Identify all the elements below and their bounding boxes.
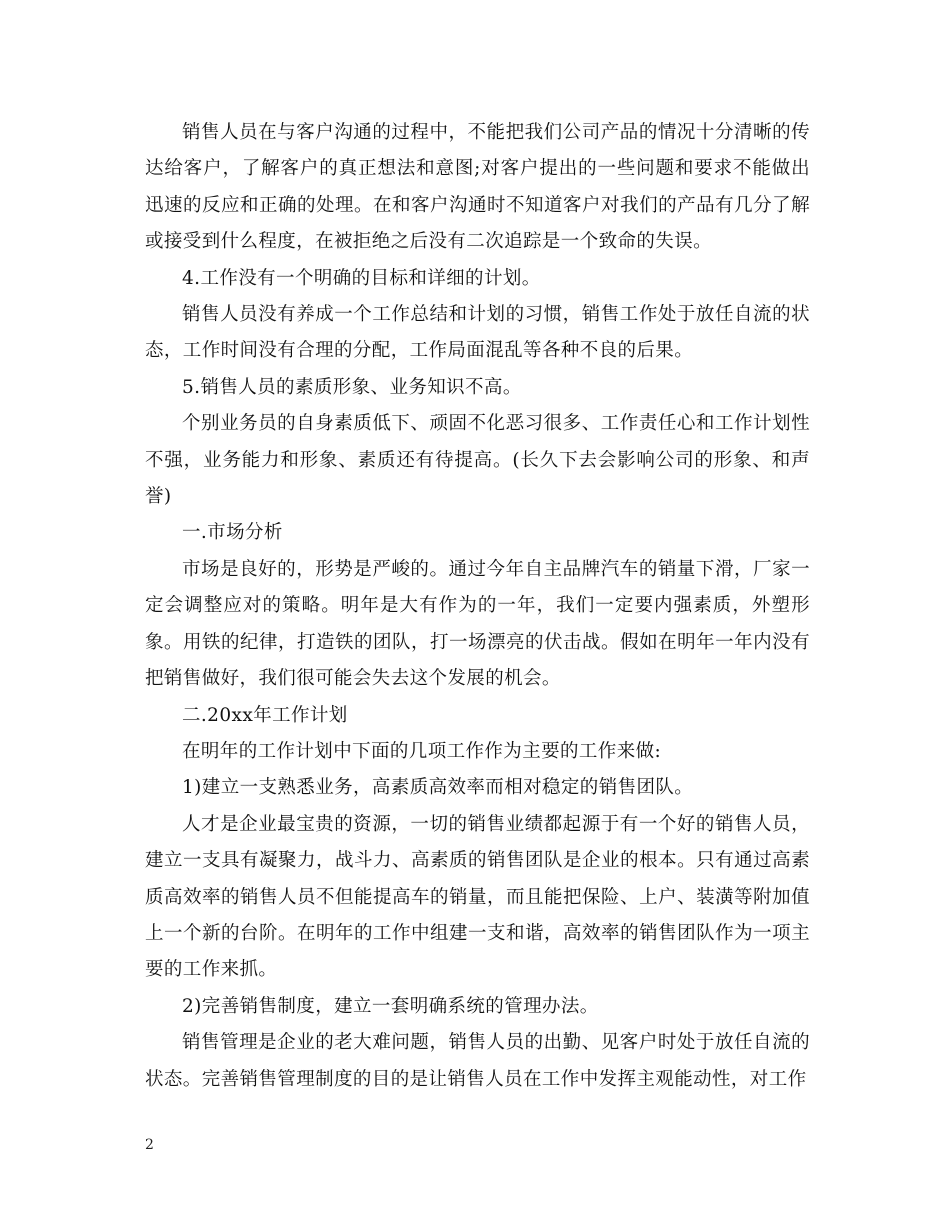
paragraph-no-planning: 销售人员没有养成一个工作总结和计划的习惯，销售工作处于放任自流的状态，工作时间没有合理的分配，工作局面混乱等各种不良的后果。 [145,304,810,362]
section-heading-work-plan: 二.20xx年工作计划 [182,704,348,726]
paragraph-sales-management: 销售管理是企业的老大难问题，销售人员的出勤、见客户时处于放任自流的状态。完善销售管理制度的目的是让销售人员在工作中发挥主观能动性，对工作 [145,1032,810,1090]
body-text [145,115,810,1098]
section-heading-market-analysis: 一.市场分析 [182,522,283,544]
paragraph-communication-issues: 销售人员在与客户沟通的过程中，不能把我们公司产品的情况十分清晰的传达给客户，了解客户的真正想法和意图;对客户提出的一些问题和要求不能做出迅速的反应和正确的处理。在和客户沟通时不知道客户对我们的产品有几分了解或接受到什么程度，在被拒绝之后没有二次追踪是一个致命的失误。 [145,122,810,253]
heading-item-4: 4.工作没有一个明确的目标和详细的计划。 [182,267,541,289]
paragraph-staff-quality: 个别业务员的自身素质低下、顽固不化恶习很多、工作责任心和工作计划性不强，业务能力和形象、素质还有待提高。(长久下去会影响公司的形象、和声誉) [145,413,810,508]
paragraph-market-analysis: 市场是良好的，形势是严峻的。通过今年自主品牌汽车的销量下滑，厂家一定会调整应对的策略。明年是大有作为的一年，我们一定要内强素质，外塑形象。用铁的纪律，打造铁的团队，打一场漂亮的伏击战。假如在明年一年内没有把销售做好，我们很可能会失去这个发展的机会。 [145,558,810,690]
heading-item-5: 5.销售人员的素质形象、业务知识不高。 [182,376,522,398]
page-number: 2 [145,1137,154,1153]
plan-item-1-heading: 1)建立一支熟悉业务，高素质高效率而相对稳定的销售团队。 [182,777,694,799]
paragraph-sales-team: 人才是企业最宝贵的资源，一切的销售业绩都起源于有一个好的销售人员，建立一支具有凝聚力，战斗力、高素质的销售团队是企业的根本。只有通过高素质高效率的销售人员不但能提高车的销量，而且能把保险、上户、装潢等附加值上一个新的台阶。在明年的工作中组建一支和谐，高效率的销售团队作为一项主要的工作来抓。 [145,813,810,981]
paragraph-work-plan-intro: 在明年的工作计划中下面的几项工作作为主要的工作来做: [182,740,662,762]
plan-item-2-heading: 2)完善销售制度，建立一套明确系统的管理办法。 [182,995,599,1017]
